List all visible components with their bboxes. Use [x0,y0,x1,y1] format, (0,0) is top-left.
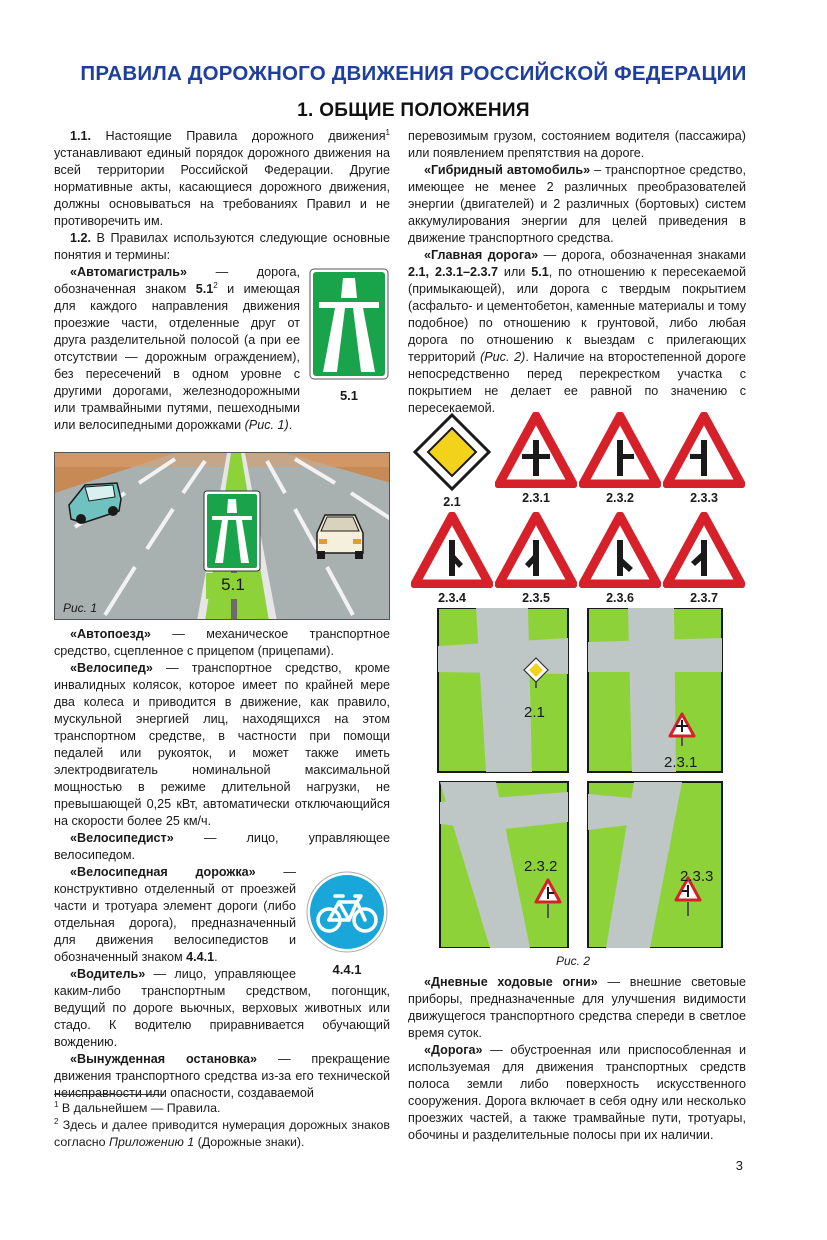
term-name: «Автопоезд» [70,627,151,641]
term-name: «Велосипедная дорожка» [70,865,256,879]
intersections-illustration [436,608,726,948]
figure-2-caption: Рис. 2 [556,954,591,968]
term-text: , по отношению к пересекаемой (примыкающей), или дорога с твердым покрытием (асфальто- и цементобетон, каменные материалы и тому подобное) по отношению к грунтовой, либо любая дорога по отношению к выездам с прилегающих территорий [408,265,746,364]
panel-label-2-3-1: 2.3.1 [664,754,698,771]
term-driver [54,966,390,1051]
panel-sign-2-3-1 [588,608,722,772]
term-bicycle [54,660,390,830]
sign-2-3-5 [494,512,578,605]
term-road [408,1042,746,1144]
term-hybrid [408,162,746,247]
term-roadtrain [54,626,390,660]
figure-ref: (Рис. 1) [244,418,289,432]
clause-number: 1.2. [70,231,92,245]
sign-label: 2.3.7 [690,591,718,605]
figure-2-intersections [436,608,726,948]
car-right-icon [317,515,363,559]
term-text: — транспортное средство, кроме инвалидных колясок, которое имеет по крайней мере два колеса и приводится в движение, как правило, мускульной энергией лиц, находящихся на этом транспортном средстве, в частности при помощи педалей или рукояток, и может также иметь электродвигатель номинальной максимальной мощностью в режиме длительной нагрузки, не превышающей 0,25 кВт, автоматически отключающийся на скорости более 25 км/ч. [54,661,390,828]
term-name: «Водитель» [70,967,146,981]
term-main-road [408,247,746,417]
sign-caption: 5.1 [339,388,359,403]
motorway-sign-icon [309,268,389,380]
right-column [408,128,746,417]
sign-2-3-1 [494,412,578,505]
clause-text: устанавливают единый порядок дорожного движения на всей территории Российской Федерации. Другие нормативные акты, касающиеся дорожного движения, должны основываться на требованиях Правил и не противоречить им. [54,146,390,228]
term-name: «Гибридный автомобиль» [424,163,591,177]
main-road-sign-icon [412,412,492,492]
term-name: «Велосипедист» [70,831,174,845]
sign-ref: 5.1 [195,282,214,296]
figure-ref: (Рис. 2) [480,350,526,364]
sign-label: 2.1 [443,495,461,509]
footnote-text: Здесь и далее приводится нумерация дорожных знаков согласно [54,1118,390,1149]
term-text: — механическое транспортное средство, сцепленное с прицепом (прицепами). [54,627,390,658]
sign-label: 2.3.5 [522,591,550,605]
junction-diagonal-up-left-sign-icon [663,512,745,588]
term-text: перевозимым грузом, состоянием водителя (пассажира) или появлением препятствия на дороге. [408,129,746,160]
footnote-ref: 1 [385,127,390,137]
footnote-ref: 2 [213,280,218,290]
sign-label: 2.3.6 [606,591,634,605]
term-text: — обустроенная или приспособленная и используемая для движения транспортных средств полоса земли либо поверхность искусственного сооружения. Дорога включает в себя одну или несколько проезжих частей, а также трамвайные пути, тротуары, обочины и разделительные полосы при их наличии. [408,1043,746,1142]
paragraph-1-2 [54,230,390,264]
panel-label-2-3-2: 2.3.2 [524,858,558,875]
term-text: — дорога, обозначенная знаком [54,265,300,296]
right-column-bottom [408,974,746,1144]
sign-ref: 5.1 [531,265,549,279]
sign-4-4-1-figure [304,870,390,978]
term-name: «Главная дорога» [424,248,539,262]
appendix-ref: Приложению 1 [108,1135,195,1149]
footnote-text: (Дорожные знаки). [194,1135,305,1149]
priority-signs-grid [408,412,746,608]
panel-label-2-3-3: 2.3.3 [680,868,714,885]
bicycle-sign-icon [305,870,389,954]
clause-number: 1.1. [70,129,92,143]
term-text: — конструктивно отделенный от проезжей части и тротуара элемент дороги (либо отдельная дорога), предназначенный для движения велосипедистов и обозначенный знаком [54,865,297,964]
panel-label-2-1: 2.1 [524,704,545,721]
term-cyclist [54,830,390,864]
term-text: . [288,418,293,432]
junction-diagonal-up-right-sign-icon [579,512,661,588]
sign-2-3-3 [662,412,746,505]
term-drl [408,974,746,1042]
footnote-mark: 1 [54,1099,59,1109]
term-text: — внешние световые приборы, предназначенные для улучшения видимости движущегося транспортного средства спереди в светлое время суток. [408,975,746,1040]
term-name: «Вынужденная остановка» [70,1052,258,1066]
clause-text: В Правилах используются следующие основные понятия и термины: [54,231,390,262]
page-title: ПРАВИЛА ДОРОЖНОГО ДВИЖЕНИЯ РОССИЙСКОЙ ФЕДЕРАЦИИ [80,62,747,85]
junction-diagonal-left-sign-icon [495,512,577,588]
term-name: «Дорога» [424,1043,483,1057]
figure-1-motorway [54,452,390,620]
footnotes [54,1100,390,1151]
footnote-1 [54,1100,390,1117]
sign-2-1 [410,412,494,509]
term-text: — дорога, обозначенная знаками [538,248,746,262]
sign-caption: 4.4.1 [332,962,362,977]
left-column [54,128,390,434]
fig1-sign-label: 5.1 [221,575,245,594]
left-column-continued [54,626,390,1102]
figure-caption: Рис. 1 [63,601,98,615]
sign-ref: 4.4.1 [186,950,215,964]
sign-ref: 2.1, 2.3.1–2.3.7 [408,265,498,279]
junction-diagonal-right-sign-icon [411,512,493,588]
sign-label: 2.3.3 [690,491,718,505]
term-text: — лицо, управляющее каким-либо транспортным средством, погонщик, ведущий по дороге вьючных, верховых животных или стадо. К водителю приравнивается обучающий вождению. [54,967,390,1049]
term-text: и имеющая для каждого направления движения проезжие части, отделенные друг от друга разделительной полосой (а при ее отсутствии — дорожным ограждением), без пересечений в одном уровне с другими дорогами, железнодорожными или трамвайными путями, пешеходными или велосипедными дорожками [54,282,300,432]
term-text: — лицо, управляющее велосипедом. [54,831,390,862]
term-text: – транспортное средство, имеющее не менее 2 различных преобразователей энергии (двигателей) и 2 различных (бортовых) систем аккумулирования энергии для целей приведения в движение транспортного средства. [408,163,746,245]
sign-2-3-6 [578,512,662,605]
page-number: 3 [735,1158,743,1173]
paragraph-1-1 [54,128,390,230]
sign-2-3-4 [410,512,494,605]
term-name: «Велосипед» [70,661,153,675]
panel-sign-2-3-3 [588,782,722,948]
sign-2-3-2 [578,412,662,505]
crossroad-sign-icon [495,412,577,488]
term-name: «Дневные ходовые огни» [424,975,598,989]
sign-label: 2.3.2 [606,491,634,505]
footnote-mark: 2 [54,1116,59,1126]
term-text: . [214,950,218,964]
panel-sign-2-1 [438,608,568,772]
sign-5-1-figure [308,268,390,404]
sign-2-3-7 [662,512,746,605]
footnote-text: В дальнейшем — Правила. [58,1101,221,1115]
term-text: . Наличие на второстепенной дороге непосредственно перед перекрестком участка с покрытием не делает ее равной по значению с пересекаемой. [408,350,746,415]
clause-text: Настоящие Правила дорожного движения [91,129,386,143]
term-text: — прекращение движения транспортного средства из-за его технической неисправности или опасности, создаваемой [54,1052,390,1100]
term-text: или [497,265,532,279]
junction-left-sign-icon [663,412,745,488]
term-name: «Автомагистраль» [70,265,187,279]
junction-right-sign-icon [579,412,661,488]
sign-label: 2.3.4 [438,591,466,605]
sign-label: 2.3.1 [522,491,550,505]
continued-text [408,128,746,162]
footnote-2 [54,1117,390,1151]
section-title: 1. ОБЩИЕ ПОЛОЖЕНИЯ [297,100,530,121]
footnote-divider [54,1094,164,1095]
